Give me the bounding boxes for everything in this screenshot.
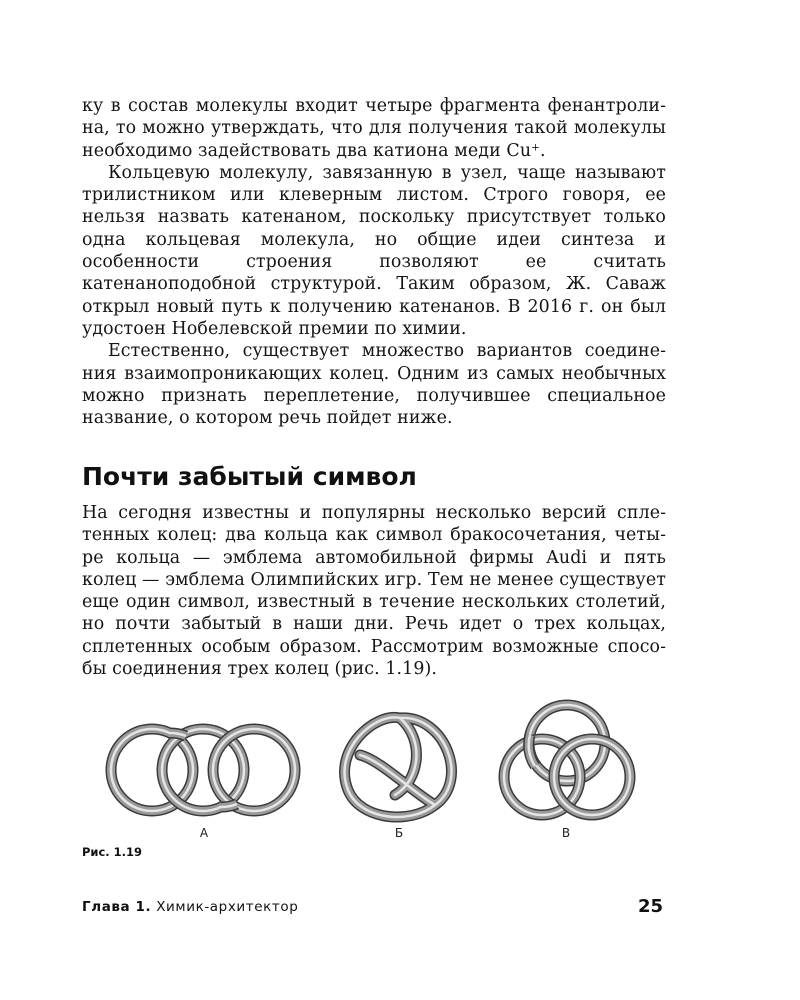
text-block-section: [82, 502, 666, 680]
figure-label-a: А: [199, 826, 209, 840]
figure-1-19: [90, 690, 690, 840]
rings-variant-a: [111, 729, 295, 811]
figure-label-c: В: [561, 826, 571, 840]
text-block-top: [82, 95, 666, 429]
superscript-plus: +: [531, 140, 540, 153]
figure-caption: Рис. 1.19: [82, 845, 143, 859]
running-footer: [82, 899, 298, 915]
paragraph-continued: ку в состав молекулы входит четыре фрагмента фенантролина, то можно утверждать, что для получения такой молекулы необходимо задействовать два катиона меди Cu+.: [82, 96, 666, 161]
paragraph-rings-intro: На сегодня известны и популярны несколько версий сплетенных колец: два кольца как символ бракосочетания, четыре кольца — эмблема автомобильной фирмы Audi и пять колец — эмблема Олимпийских игр. Тем не менее существует еще один символ, известный в течение нескольких столетий, но почти забытый в наши дни. Речь идет о трех кольцах, сплетенных особым образом. Рассмотрим возможные способы соединения трех колец (рис. 1.19).: [82, 503, 666, 680]
borromean-rings-variant-c: [504, 705, 630, 815]
section-heading: Почти забытый символ: [82, 462, 417, 491]
footer-title: Химик-архитектор: [156, 899, 299, 915]
trefoil-knot-variant-b: [345, 717, 452, 817]
footer-chapter: Глава 1.: [82, 899, 152, 915]
paragraph-trefoil: Кольцевую молекулу, завязанную в узел, чаще называют трилистником или клеверным листом. Строго говоря, ее нельзя назвать катенаном, поскольку присутствует только одна кольцевая молекула, но общие идеи синтеза и особенности строения позволяют ее считать катенаноподобной структурой. Таким образом, Ж. Саваж открыл новый путь к получению катенанов. В 2016 г. он был удостоен Нобелевской премии по химии.: [82, 162, 666, 339]
ring-a3: [213, 729, 295, 811]
paragraph-variants: Естественно, существует множество вариантов соединения взаимопроникающих колец. Одним из самых необычных можно признать переплетение, получившее специальное название, о котором речь пойдет ниже.: [82, 341, 666, 429]
figure-label-b: Б: [394, 826, 404, 840]
page-number: 25: [637, 896, 663, 917]
